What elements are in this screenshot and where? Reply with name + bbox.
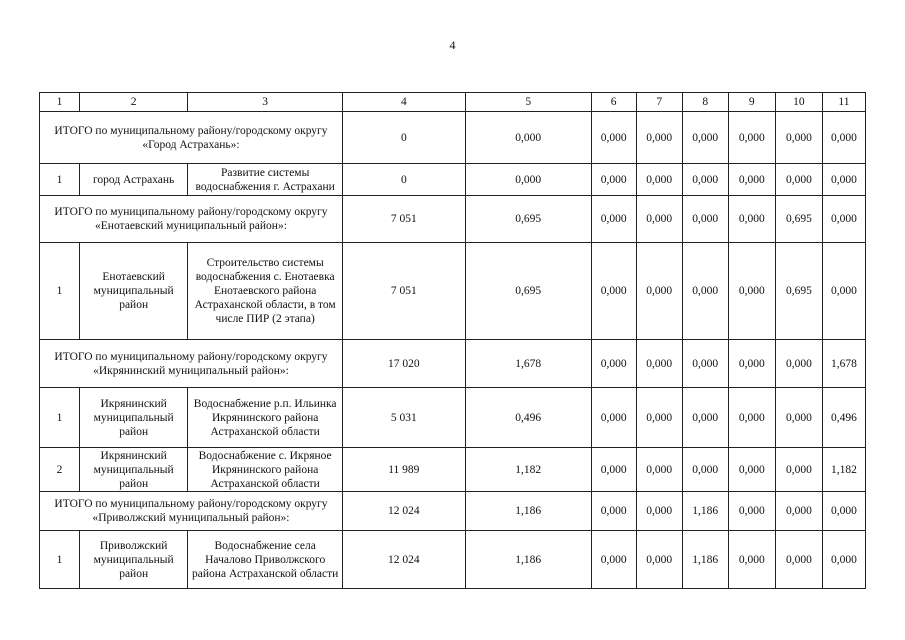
value-cell: 0,000 — [728, 196, 775, 243]
value-cell: 0,000 — [636, 243, 682, 340]
value-cell: 0,000 — [636, 388, 682, 448]
table-row — [40, 243, 866, 340]
value-cell: 12 024 — [342, 492, 465, 531]
value-cell: 0,000 — [591, 243, 636, 340]
table-row — [40, 388, 866, 448]
value-cell: 1,186 — [465, 492, 591, 531]
value-cell: 0,000 — [636, 340, 682, 388]
value-cell: 0,000 — [682, 340, 728, 388]
value-cell: 0,000 — [591, 164, 636, 196]
value-cell: 0,000 — [636, 112, 682, 164]
value-cell: 1,678 — [822, 340, 865, 388]
table-body — [40, 93, 866, 589]
value-cell: 0,000 — [775, 492, 822, 531]
value-cell: 12 024 — [342, 531, 465, 589]
column-header: 6 — [591, 93, 636, 112]
project-name: Строительство системы водоснабжения с. Енотаевка Енотаевского района Астраханской области, в том числе ПИР (2 этапа) — [188, 243, 343, 340]
total-row — [40, 112, 866, 164]
value-cell: 0,000 — [636, 492, 682, 531]
value-cell: 0,000 — [591, 531, 636, 589]
value-cell: 0,000 — [728, 448, 775, 492]
total-label: ИТОГО по муниципальному району/городскому округу «Икрянинский муниципальный район»: — [40, 340, 343, 388]
value-cell: 0,000 — [591, 448, 636, 492]
value-cell: 0,000 — [682, 243, 728, 340]
column-header: 5 — [465, 93, 591, 112]
value-cell: 1,186 — [682, 492, 728, 531]
data-table — [39, 92, 866, 589]
value-cell: 1,182 — [465, 448, 591, 492]
value-cell: 0,000 — [775, 448, 822, 492]
column-header: 1 — [40, 93, 80, 112]
value-cell: 0,000 — [591, 340, 636, 388]
column-header: 4 — [342, 93, 465, 112]
value-cell: 1,186 — [682, 531, 728, 589]
value-cell: 0,000 — [728, 492, 775, 531]
row-number: 1 — [40, 531, 80, 589]
value-cell: 0,000 — [775, 531, 822, 589]
value-cell: 0,000 — [591, 196, 636, 243]
value-cell: 0,000 — [822, 164, 865, 196]
total-label: ИТОГО по муниципальному району/городскому округу «Город Астрахань»: — [40, 112, 343, 164]
value-cell: 0,000 — [636, 531, 682, 589]
value-cell: 0,496 — [465, 388, 591, 448]
value-cell: 7 051 — [342, 196, 465, 243]
value-cell: 0,000 — [775, 388, 822, 448]
row-number: 1 — [40, 164, 80, 196]
value-cell: 0,000 — [465, 164, 591, 196]
row-number: 2 — [40, 448, 80, 492]
total-row — [40, 340, 866, 388]
table-row — [40, 164, 866, 196]
column-header: 10 — [775, 93, 822, 112]
value-cell: 0,000 — [728, 531, 775, 589]
value-cell: 0 — [342, 112, 465, 164]
value-cell: 0 — [342, 164, 465, 196]
row-number: 1 — [40, 388, 80, 448]
project-name: Водоснабжение села Началово Приволжского района Астраханской области — [188, 531, 343, 589]
value-cell: 0,000 — [591, 492, 636, 531]
project-name: Развитие системы водоснабжения г. Астрахани — [188, 164, 343, 196]
district-name: Приволжский муниципальный район — [79, 531, 187, 589]
value-cell: 5 031 — [342, 388, 465, 448]
value-cell: 0,000 — [775, 164, 822, 196]
total-row — [40, 492, 866, 531]
table-row — [40, 531, 866, 589]
value-cell: 11 989 — [342, 448, 465, 492]
header-row — [40, 93, 866, 112]
value-cell: 0,000 — [682, 448, 728, 492]
row-number: 1 — [40, 243, 80, 340]
value-cell: 1,678 — [465, 340, 591, 388]
column-header: 11 — [822, 93, 865, 112]
value-cell: 0,000 — [682, 196, 728, 243]
value-cell: 0,000 — [682, 164, 728, 196]
value-cell: 0,000 — [591, 388, 636, 448]
value-cell: 0,496 — [822, 388, 865, 448]
value-cell: 0,000 — [682, 388, 728, 448]
value-cell: 0,000 — [822, 196, 865, 243]
value-cell: 0,000 — [682, 112, 728, 164]
value-cell: 0,000 — [728, 164, 775, 196]
column-header: 7 — [636, 93, 682, 112]
value-cell: 0,000 — [822, 531, 865, 589]
district-name: Икрянинский муниципальный район — [79, 388, 187, 448]
value-cell: 0,000 — [636, 448, 682, 492]
value-cell: 0,695 — [465, 196, 591, 243]
column-header: 2 — [79, 93, 187, 112]
total-row — [40, 196, 866, 243]
value-cell: 0,695 — [775, 196, 822, 243]
value-cell: 0,000 — [822, 243, 865, 340]
table-row — [40, 448, 866, 492]
value-cell: 7 051 — [342, 243, 465, 340]
project-name: Водоснабжение с. Икряное Икрянинского района Астраханской области — [188, 448, 343, 492]
value-cell: 0,695 — [775, 243, 822, 340]
value-cell: 0,000 — [728, 340, 775, 388]
value-cell: 0,000 — [775, 112, 822, 164]
column-header: 9 — [728, 93, 775, 112]
column-header: 3 — [188, 93, 343, 112]
district-name: Икрянинский муниципальный район — [79, 448, 187, 492]
value-cell: 0,000 — [822, 492, 865, 531]
value-cell: 0,000 — [465, 112, 591, 164]
value-cell: 0,000 — [636, 196, 682, 243]
column-header: 8 — [682, 93, 728, 112]
value-cell: 1,182 — [822, 448, 865, 492]
district-name: Енотаевский муниципальный район — [79, 243, 187, 340]
total-label: ИТОГО по муниципальному району/городскому округу «Енотаевский муниципальный район»: — [40, 196, 343, 243]
value-cell: 0,000 — [728, 388, 775, 448]
value-cell: 0,000 — [591, 112, 636, 164]
value-cell: 0,000 — [822, 112, 865, 164]
value-cell: 0,695 — [465, 243, 591, 340]
project-name: Водоснабжение р.п. Ильинка Икрянинского района Астраханской области — [188, 388, 343, 448]
value-cell: 1,186 — [465, 531, 591, 589]
value-cell: 0,000 — [728, 243, 775, 340]
value-cell: 17 020 — [342, 340, 465, 388]
value-cell: 0,000 — [775, 340, 822, 388]
total-label: ИТОГО по муниципальному району/городскому округу «Приволжский муниципальный район»: — [40, 492, 343, 531]
page-number: 4 — [449, 38, 456, 52]
value-cell: 0,000 — [728, 112, 775, 164]
value-cell: 0,000 — [636, 164, 682, 196]
district-name: город Астрахань — [79, 164, 187, 196]
